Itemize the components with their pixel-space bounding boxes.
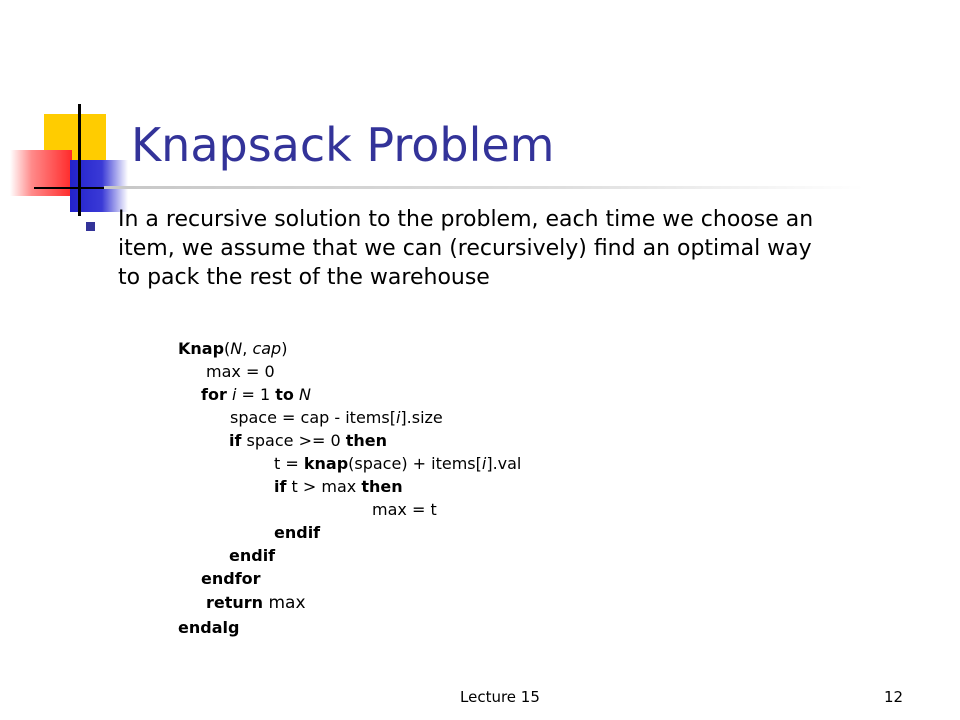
code-line: return max [206, 593, 306, 613]
code-line: max = t [372, 500, 437, 519]
code-line: if t > max then [274, 477, 403, 496]
code-line: space = cap - items[i].size [230, 408, 443, 427]
code-line: endif [274, 523, 321, 542]
code-line: t = knap(space) + items[i].val [274, 454, 522, 473]
bullet-text [118, 205, 908, 292]
code-line: endfor [201, 569, 261, 588]
code-line: endalg [178, 618, 240, 637]
code-line: if space >= 0 then [229, 431, 388, 450]
bullet-line: In a recursive solution to the problem, each time we choose an [118, 207, 814, 232]
code-line: endif [229, 546, 276, 565]
footer-lecture: Lecture 15 [460, 688, 540, 706]
code-line: Knap(N, cap) [178, 339, 288, 358]
slide-title: Knapsack Problem [131, 118, 555, 172]
bullet-line: item, we assume that we can (recursively) find an optimal way [118, 236, 812, 261]
code-line: max = 0 [206, 362, 275, 381]
code-line: for i = 1 to N [201, 385, 311, 404]
title-underline [104, 186, 864, 189]
slide-number: 12 [884, 688, 904, 706]
decor-vertical-line [78, 104, 81, 216]
bullet-square-icon [86, 222, 95, 231]
decor-red-square [10, 150, 72, 196]
bullet-line: to pack the rest of the warehouse [118, 265, 490, 290]
